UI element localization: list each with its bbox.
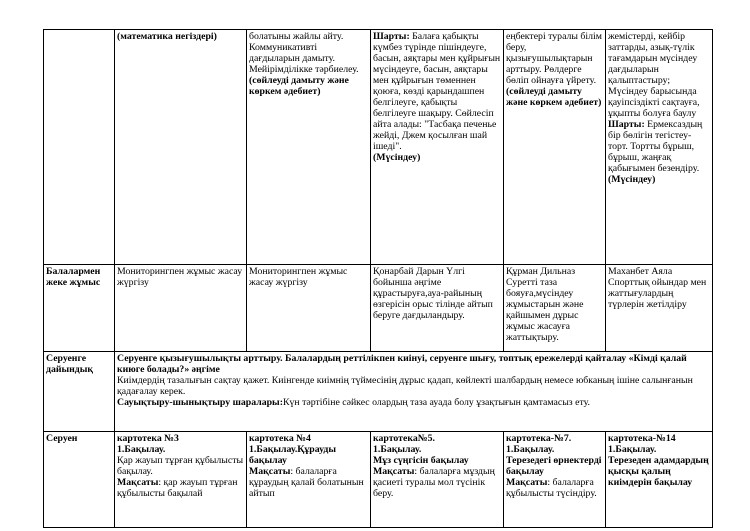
observation-title: 1.Бақылау. xyxy=(506,444,555,455)
observation-title: 1.Бақылау. xyxy=(373,444,422,455)
row-label: Серуенге дайындық xyxy=(44,352,115,432)
card-number: картотека-№7. xyxy=(506,433,572,444)
cell-text: : балаларға мұздың қасиеті туралы мол түсінік беру. xyxy=(373,466,495,499)
row-label: Серуен xyxy=(44,432,115,528)
daily-plan-table xyxy=(43,29,713,528)
prep-text: Күн тәртібіне сәйкес олардың таза ауада болу ұзақтығын қамтамасыз ету. xyxy=(282,397,590,408)
cell-mon xyxy=(115,30,247,265)
table-row-prep xyxy=(44,352,713,432)
subject-note: (сөйлеуді дамыту және көркем әдебиет) xyxy=(249,75,349,97)
card-number: картотека №3 xyxy=(117,433,179,444)
condition-label: Шарты: xyxy=(608,119,645,130)
cell-text: Ермексаздың бір бөлігін тегістеу-торт. Тортты бұрыш, бұрыш, жаңғақ қабығымен безендіру. xyxy=(608,119,703,174)
card-number: картотека-№14 xyxy=(608,433,676,444)
table-row-walk xyxy=(44,432,713,528)
prep-text: Киімдердің тазалығын сақтау қажет. Киінгенде киімнің түймесінің дұрыс қадап, көйлекті шалбардың немесе юбканың ішіне салынғанын қадағалау керек. xyxy=(117,375,693,397)
subject-note: (Мүсіндеу) xyxy=(608,174,656,185)
cell-thu xyxy=(504,30,606,265)
observation-title: 1.Бақылау. xyxy=(608,444,657,455)
cell-thu xyxy=(504,432,606,528)
goal-label: Мақсаты xyxy=(373,466,415,477)
prep-activity-label: Сауықтыру-шынықтыру шаралары: xyxy=(117,397,283,408)
subject-note: (математика негіздері) xyxy=(117,31,217,42)
cell-text: жемістерді, кейбір заттарды, азық-түлік тағамдарын мүсіндеу дағдыларын қалыптастыру; Мүсіндеу барысында қауіпсіздікті сақтауға, ұқыпты болуға баулу xyxy=(608,31,700,119)
observation-title: 1.Бақылау. xyxy=(117,444,166,455)
cell-text: болатыны жайлы айту. Коммуникативті дағдыларын дамыту. Мейірімділікке тәрбиелеу. xyxy=(249,31,359,75)
card-number: картотека №4 xyxy=(249,433,311,444)
goal-label: Мақсаты xyxy=(249,466,291,477)
cell-fri: Маханбет Аяла Спорттық ойындар мен жаттығулардың түрлерін жетілдіру xyxy=(606,265,713,352)
cell-tue xyxy=(247,432,371,528)
cell-prep xyxy=(115,352,713,432)
goal-label: Мақсаты xyxy=(506,477,548,488)
table-row-continued xyxy=(44,30,713,265)
cell-text: : қар жауып тұрған құбылысты бақылай xyxy=(117,477,238,499)
prep-heading: Серуенге қызығушылықты арттыру. Балалардың реттілікпен киінуі, серуенге шығу, топтық ережелерді қайталау «Кімді қалай киюге болады?» әңгіме xyxy=(117,353,687,375)
condition-label: Шарты: xyxy=(373,31,410,42)
cell-tue xyxy=(247,30,371,265)
observation-subject: Терезеден адамдардың қысқы қалың киімдерін бақылау xyxy=(608,455,709,488)
subject-note: (Мүсіндеу) xyxy=(373,152,421,163)
cell-thu: Құрман Дильназ Суретті таза бояуға,мүсіндеу жұмыстарын және қайшымен дұрыс жұмыс жасауға жаттықтыру. xyxy=(504,265,606,352)
cell-text: : балаларға құраудың қалай болатынын айтып xyxy=(249,466,364,499)
row-label: Балалармен жеке жұмыс xyxy=(44,265,115,352)
subject-note: (сөйлеуді дамыту және көркем әдебиет) xyxy=(506,86,602,108)
cell-wed: Қонарбай Дарын Үлгі бойынша әңгіме құрастыруға,ауа-райының өзгерісін орыс тілінде айтып беруге дағдыландыру. xyxy=(371,265,504,352)
card-number: картотека№5. xyxy=(373,433,435,444)
cell-mon: Мониторингпен жұмыс жасау жүргізу xyxy=(115,265,247,352)
cell-text: Қар жауып тұрған құбылысты бақылау. xyxy=(117,455,244,477)
cell-mon xyxy=(115,432,247,528)
cell-text: еңбектері туралы білім беру, қызығушылықтарын арттыру. Рөлдерге бөліп ойнауға үйрету. xyxy=(506,31,602,86)
cell-wed xyxy=(371,30,504,265)
cell-label-empty xyxy=(44,30,115,265)
observation-subject: Терезедегі өрнектерді бақылау xyxy=(506,455,602,477)
goal-label: Мақсаты xyxy=(117,477,159,488)
table-row-individual xyxy=(44,265,713,352)
cell-fri xyxy=(606,30,713,265)
cell-text: Балаға қабықты күмбез түрінде пішіндеуге, басын, аяқтары мен құйрығын мүсіндеуге, басын, аяқтары мен құйрығын төменнен қоюға, көзді қарындашпен белгілеуге, қабықты белгілеуге шақыру. Сөйлесіп айта алады: "Тасбақа печенье жейді, Джем қосылған шай ішеді". xyxy=(373,31,501,152)
observation-subject: Мұз сүңгісін бақылау xyxy=(373,455,469,466)
cell-wed xyxy=(371,432,504,528)
observation-title: 1.Бақылау.Құрауды бақылау xyxy=(249,444,337,466)
cell-text: : балаларға құбылысты түсіндіру. xyxy=(506,477,597,499)
cell-fri xyxy=(606,432,713,528)
cell-tue: Мониторингпен жұмыс жасау жүргізу xyxy=(247,265,371,352)
